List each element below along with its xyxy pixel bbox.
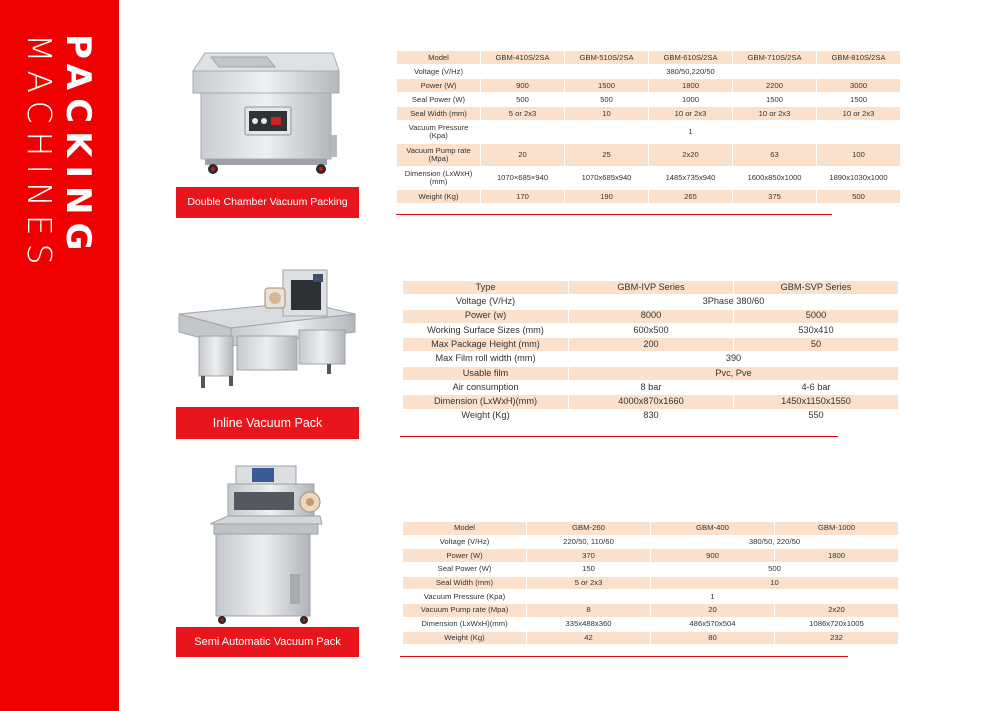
row-label-cell: Dimension (LxWxH)(mm) — [403, 395, 568, 408]
table-row — [397, 79, 900, 92]
row-label-cell: Vacuum Pump rate (Mpa) — [397, 144, 480, 166]
divider-line — [396, 214, 832, 215]
table-cell: 335x488x360 — [527, 618, 650, 631]
table-row — [403, 381, 898, 394]
header-cell: GBM-1000 — [775, 522, 898, 535]
table-cell: 50 — [734, 338, 898, 351]
inline-vacuum-machine-image — [177, 266, 357, 390]
row-label-cell: Working Surface Sizes (mm) — [403, 324, 568, 337]
row-label-cell: Weight (Kg) — [403, 632, 526, 645]
table-row — [403, 536, 898, 549]
table-cell: 4-6 bar — [734, 381, 898, 394]
table-cell: 8 bar — [569, 381, 733, 394]
table-cell: 375 — [733, 190, 816, 203]
table-cell: 4000x870x1660 — [569, 395, 733, 408]
row-label-cell: Weight (Kg) — [397, 190, 480, 203]
table-cell: 5000 — [734, 310, 898, 323]
semi-automatic-spec-table — [402, 521, 899, 645]
table-row — [403, 295, 898, 308]
divider-line — [400, 656, 848, 657]
table-row — [403, 590, 898, 603]
table-cell: 1485x735x940 — [649, 167, 732, 189]
table-cell: 2200 — [733, 79, 816, 92]
table-row — [397, 144, 900, 166]
table-cell: 20 — [651, 604, 774, 617]
row-label-cell: Power (W) — [403, 549, 526, 562]
row-label-cell: Power (w) — [403, 310, 568, 323]
table-row — [403, 604, 898, 617]
table-cell: 150 — [527, 563, 650, 576]
table-cell: 10 — [565, 107, 648, 120]
table-cell: 500 — [565, 93, 648, 106]
table-cell: 830 — [569, 410, 733, 423]
table-cell: 8 — [527, 604, 650, 617]
header-cell: GBM-IVP Series — [569, 281, 733, 294]
table-cell: 220/50, 110/60 — [527, 536, 650, 549]
header-cell: GBM-610S/2SA — [649, 51, 732, 64]
header-cell: GBM-SVP Series — [734, 281, 898, 294]
table-row — [397, 121, 900, 143]
inline-vacuum-label: Inline Vacuum Pack — [176, 407, 359, 439]
table-cell: 370 — [527, 549, 650, 562]
table-row — [403, 632, 898, 645]
row-label-cell: Vacuum Pressure (Kpa) — [403, 590, 526, 603]
row-label-cell: Voltage (V/Hz) — [397, 65, 480, 78]
row-label-cell: Voltage (V/Hz) — [403, 536, 526, 549]
row-label-cell: Max Film roll width (mm) — [403, 352, 568, 365]
table-cell: 380/50, 220/50 — [651, 536, 898, 549]
table-row — [397, 107, 900, 120]
table-cell: 8000 — [569, 310, 733, 323]
header-cell: GBM-710S/2SA — [733, 51, 816, 64]
table-cell: 1086x720x1005 — [775, 618, 898, 631]
table-cell: 63 — [733, 144, 816, 166]
header-cell: GBM-400 — [651, 522, 774, 535]
table-row — [403, 563, 898, 576]
table-cell: 1450x1150x1550 — [734, 395, 898, 408]
table-row — [403, 618, 898, 631]
header-cell: Type — [403, 281, 568, 294]
row-label-cell: Voltage (V/Hz) — [403, 295, 568, 308]
table-cell: 10 or 2x3 — [733, 107, 816, 120]
table-cell: 1500 — [817, 93, 900, 106]
row-label-cell: Dimension (LxWxH) (mm) — [397, 167, 480, 189]
row-label-cell: Vacuum Pump rate (Mpa) — [403, 604, 526, 617]
table-cell: 1500 — [565, 79, 648, 92]
table-cell: 1800 — [775, 549, 898, 562]
row-label-cell: Seal Width (mm) — [403, 577, 526, 590]
double-chamber-machine-image — [183, 45, 343, 185]
table-cell: 530x410 — [734, 324, 898, 337]
row-label-cell: Weight (Kg) — [403, 410, 568, 423]
table-cell: 600x500 — [569, 324, 733, 337]
table-cell: 1500 — [733, 93, 816, 106]
table-cell: 190 — [565, 190, 648, 203]
table-cell: 200 — [569, 338, 733, 351]
table-cell: 900 — [481, 79, 564, 92]
header-cell: GBM-260 — [527, 522, 650, 535]
table-cell: Pvc, Pve — [569, 367, 898, 380]
row-label-cell: Seal Width (mm) — [397, 107, 480, 120]
row-label-cell: Air consumption — [403, 381, 568, 394]
table-cell: 1800 — [649, 79, 732, 92]
table-cell: 10 or 2x3 — [817, 107, 900, 120]
table-row — [403, 410, 898, 423]
table-cell: 900 — [651, 549, 774, 562]
table-cell: 42 — [527, 632, 650, 645]
table-header-row — [397, 51, 900, 64]
semi-automatic-label: Semi Automatic Vacuum Pack — [176, 627, 359, 657]
table-cell: 2x20 — [649, 144, 732, 166]
table-header-row — [403, 281, 898, 294]
table-cell: 5 or 2x3 — [527, 577, 650, 590]
table-cell: 232 — [775, 632, 898, 645]
table-cell: 3000 — [817, 79, 900, 92]
table-cell: 1890x1030x1000 — [817, 167, 900, 189]
table-cell: 550 — [734, 410, 898, 423]
table-row — [403, 367, 898, 380]
table-cell: 5 or 2x3 — [481, 107, 564, 120]
table-cell: 265 — [649, 190, 732, 203]
table-cell: 2x20 — [775, 604, 898, 617]
table-cell: 1070×685×940 — [481, 167, 564, 189]
table-row — [403, 577, 898, 590]
table-row — [403, 352, 898, 365]
row-label-cell: Usable film — [403, 367, 568, 380]
row-label-cell: Power (W) — [397, 79, 480, 92]
sidebar-banner — [0, 0, 119, 711]
table-cell: 1070x685x940 — [565, 167, 648, 189]
header-cell: GBM-510S/2SA — [565, 51, 648, 64]
table-cell: 500 — [481, 93, 564, 106]
divider-line — [400, 436, 838, 437]
row-label-cell: Dimension (LxWxH)(mm) — [403, 618, 526, 631]
inline-vacuum-spec-table — [402, 280, 899, 424]
table-cell: 10 or 2x3 — [649, 107, 732, 120]
table-cell: 25 — [565, 144, 648, 166]
header-cell: GBM-810S/2SA — [817, 51, 900, 64]
double-chamber-spec-table — [396, 50, 901, 204]
row-label-cell: Seal Power (W) — [397, 93, 480, 106]
table-cell: 10 — [651, 577, 898, 590]
table-cell: 80 — [651, 632, 774, 645]
sidebar-title-packing: PACKING — [58, 34, 98, 259]
table-row — [403, 324, 898, 337]
table-cell: 1 — [527, 590, 898, 603]
table-row — [403, 549, 898, 562]
table-cell: 170 — [481, 190, 564, 203]
table-cell: 500 — [651, 563, 898, 576]
header-cell: GBM-410S/2SA — [481, 51, 564, 64]
table-cell: 100 — [817, 144, 900, 166]
table-row — [397, 167, 900, 189]
table-cell: 1600x850x1000 — [733, 167, 816, 189]
table-row — [397, 190, 900, 203]
table-cell: 380/50,220/50 — [481, 65, 900, 78]
semi-automatic-machine-image — [206, 462, 326, 626]
table-row — [397, 93, 900, 106]
table-header-row — [403, 522, 898, 535]
table-cell: 390 — [569, 352, 898, 365]
row-label-cell: Seal Power (W) — [403, 563, 526, 576]
table-row — [397, 65, 900, 78]
table-cell: 486x570x504 — [651, 618, 774, 631]
table-row — [403, 310, 898, 323]
row-label-cell: Vacuum Pressure (Kpa) — [397, 121, 480, 143]
table-cell: 1 — [481, 121, 900, 143]
header-cell: Model — [397, 51, 480, 64]
header-cell: Model — [403, 522, 526, 535]
double-chamber-label: Double Chamber Vacuum Packing — [176, 187, 359, 218]
sidebar-title-machines: MACHINES — [20, 34, 59, 273]
table-row — [403, 395, 898, 408]
table-cell: 500 — [817, 190, 900, 203]
table-cell: 3Phase 380/60 — [569, 295, 898, 308]
table-cell: 1000 — [649, 93, 732, 106]
table-row — [403, 338, 898, 351]
row-label-cell: Max Package Height (mm) — [403, 338, 568, 351]
table-cell: 20 — [481, 144, 564, 166]
